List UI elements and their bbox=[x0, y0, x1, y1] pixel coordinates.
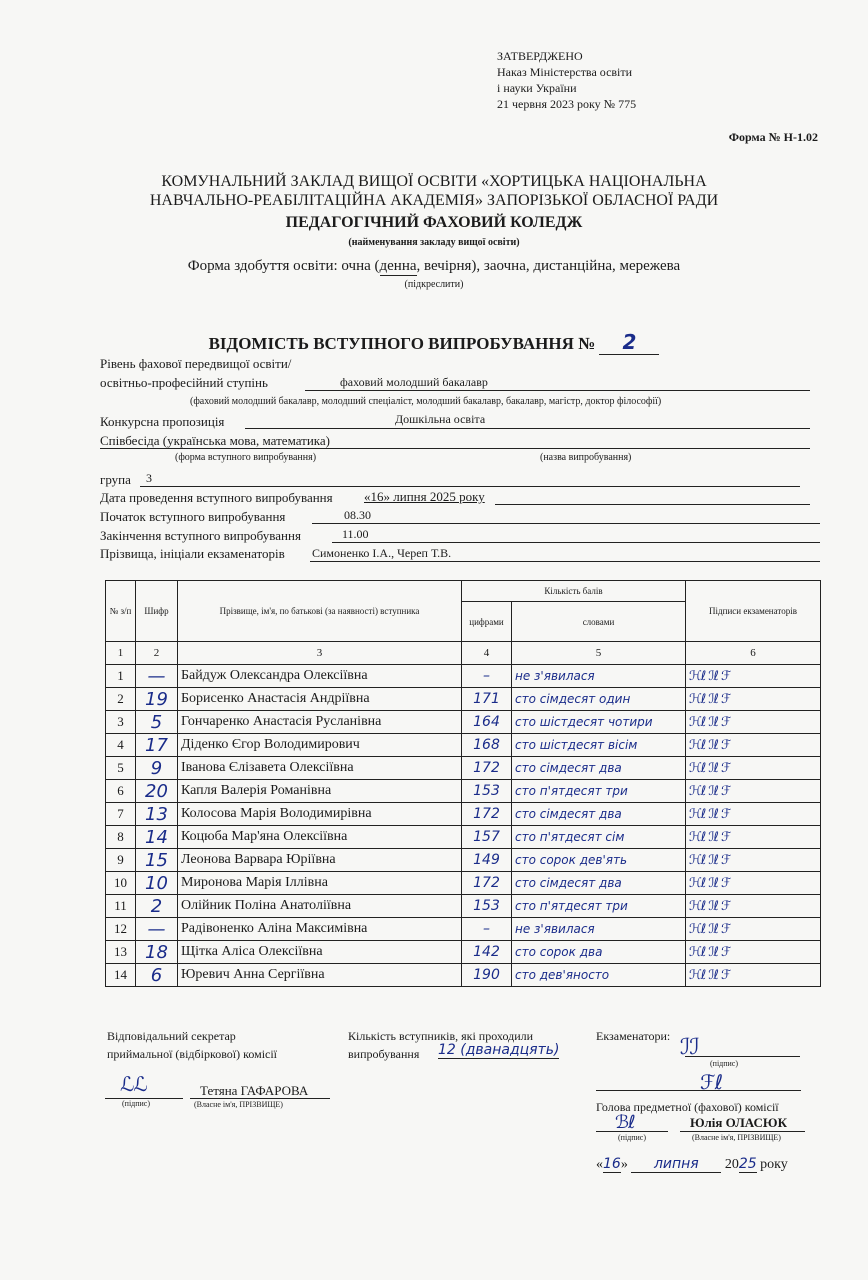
examiners-label: Прізвища, ініціали екзаменаторів bbox=[100, 546, 285, 561]
study-form bbox=[0, 258, 868, 276]
colnum-6: 6 bbox=[686, 642, 821, 665]
table-row bbox=[106, 757, 821, 780]
row-digits: – bbox=[462, 665, 512, 688]
table-row bbox=[106, 803, 821, 826]
row-signatures: ℋℓ ℐℓ ℱ bbox=[686, 872, 821, 895]
study-form-suffix: , вечірня), заочна, дистанційна, мережева bbox=[416, 258, 681, 274]
row-digits: – bbox=[462, 918, 512, 941]
row-words: сто п'ятдесят три bbox=[512, 780, 686, 803]
study-form-prefix: Форма здобуття освіти: очна ( bbox=[187, 258, 380, 274]
count-value: 12 (дванадцять) bbox=[438, 1042, 560, 1058]
row-digits: 168 bbox=[462, 734, 512, 757]
row-number: 6 bbox=[106, 780, 136, 803]
document-title bbox=[0, 330, 868, 355]
date-value: «16» липня 2025 року bbox=[364, 489, 485, 504]
row-code: 9 bbox=[136, 757, 178, 780]
form-number: Форма № Н-1.02 bbox=[728, 130, 818, 144]
header-signs: Підписи екзаменаторів bbox=[686, 581, 821, 642]
row-words: сто сорок два bbox=[512, 941, 686, 964]
row-name: Іванова Єлізавета Олексіївна bbox=[178, 757, 462, 780]
row-name: Капля Валерія Романівна bbox=[178, 780, 462, 803]
row-code: 14 bbox=[136, 826, 178, 849]
row-signatures: ℋℓ ℐℓ ℱ bbox=[686, 826, 821, 849]
title-number: 2 bbox=[599, 330, 659, 355]
row-signatures: ℋℓ ℐℓ ℱ bbox=[686, 895, 821, 918]
row-words: сто дев'яносто bbox=[512, 964, 686, 987]
row-words: сто п'ятдесят три bbox=[512, 895, 686, 918]
row-words: сто сімдесят один bbox=[512, 688, 686, 711]
row-words: сто шістдесят вісім bbox=[512, 734, 686, 757]
header-digits: цифрами bbox=[462, 602, 512, 642]
date-close-quote: » bbox=[620, 1157, 628, 1172]
row-signatures: ℋℓ ℐℓ ℱ bbox=[686, 803, 821, 826]
header-points: Кількість балів bbox=[462, 581, 686, 602]
table-row bbox=[106, 918, 821, 941]
table-row bbox=[106, 734, 821, 757]
row-code: 17 bbox=[136, 734, 178, 757]
row-name: Байдуж Олександра Олексіївна bbox=[178, 665, 462, 688]
exam-hint-form: (форма вступного випробування) bbox=[175, 452, 317, 463]
row-digits: 172 bbox=[462, 872, 512, 895]
date-year-prefix: 20 bbox=[724, 1157, 739, 1172]
date-month: липня bbox=[631, 1156, 721, 1173]
row-digits: 153 bbox=[462, 895, 512, 918]
institution-hint: (найменування закладу вищої освіти) bbox=[348, 237, 520, 248]
examiners-footer-label: Екзаменатори: bbox=[596, 1029, 671, 1043]
row-name: Миронова Марія Іллівна bbox=[178, 872, 462, 895]
row-number: 14 bbox=[106, 964, 136, 987]
row-code: 2 bbox=[136, 895, 178, 918]
row-digits: 190 bbox=[462, 964, 512, 987]
row-digits: 142 bbox=[462, 941, 512, 964]
row-words: сто сорок дев'ять bbox=[512, 849, 686, 872]
row-number: 8 bbox=[106, 826, 136, 849]
date-label: Дата проведення вступного випробування bbox=[100, 490, 333, 505]
row-words: не з'явилася bbox=[512, 918, 686, 941]
table-row bbox=[106, 849, 821, 872]
colnum-2: 2 bbox=[136, 642, 178, 665]
offer-value: Дошкільна освіта bbox=[395, 412, 486, 426]
start-value: 08.30 bbox=[344, 508, 371, 522]
date-day: 16 bbox=[603, 1156, 621, 1172]
row-signatures: ℋℓ ℐℓ ℱ bbox=[686, 665, 821, 688]
title-text: ВІДОМІСТЬ ВСТУПНОГО ВИПРОБУВАННЯ № bbox=[208, 334, 596, 353]
colnum-3: 3 bbox=[178, 642, 462, 665]
row-digits: 164 bbox=[462, 711, 512, 734]
study-form-hint: (підкреслити) bbox=[404, 279, 464, 290]
examiner-signature-1: ℐℐ bbox=[680, 1035, 699, 1060]
row-words: сто сімдесят два bbox=[512, 872, 686, 895]
row-words: сто п'ятдесят сім bbox=[512, 826, 686, 849]
start-label: Початок вступного випробування bbox=[100, 509, 286, 524]
chair-name-hint: (Власне ім'я, ПРІЗВИЩЕ) bbox=[692, 1133, 781, 1142]
header-words: словами bbox=[512, 602, 686, 642]
row-signatures: ℋℓ ℐℓ ℱ bbox=[686, 964, 821, 987]
row-number: 2 bbox=[106, 688, 136, 711]
row-signatures: ℋℓ ℐℓ ℱ bbox=[686, 757, 821, 780]
date-year: 25 bbox=[738, 1156, 757, 1172]
table-row bbox=[106, 964, 821, 987]
chair-signature: ℬℓ bbox=[615, 1112, 635, 1133]
end-value: 11.00 bbox=[342, 527, 369, 541]
row-digits: 172 bbox=[462, 757, 512, 780]
secretary-name-hint: (Власне ім'я, ПРІЗВИЩЕ) bbox=[194, 1100, 283, 1109]
row-signatures: ℋℓ ℐℓ ℱ bbox=[686, 688, 821, 711]
institution-line-1: КОМУНАЛЬНИЙ ЗАКЛАД ВИЩОЇ ОСВІТИ «ХОРТИЦЬКА НАЦІОНАЛЬНА bbox=[161, 173, 707, 190]
secretary-sign-hint: (підпис) bbox=[122, 1099, 151, 1108]
approval-block bbox=[497, 48, 636, 112]
exam-hint-name: (назва випробування) bbox=[540, 452, 632, 463]
row-name: Щітка Аліса Олексіївна bbox=[178, 941, 462, 964]
level-hint: (фаховий молодший бакалавр, молодший спеціаліст, молодший бакалавр, бакалавр, магістр, доктор філософії) bbox=[190, 396, 662, 407]
row-digits: 157 bbox=[462, 826, 512, 849]
row-signatures: ℋℓ ℐℓ ℱ bbox=[686, 849, 821, 872]
row-signatures: ℋℓ ℐℓ ℱ bbox=[686, 780, 821, 803]
row-name: Коцюба Мар'яна Олексіївна bbox=[178, 826, 462, 849]
row-code: 19 bbox=[136, 688, 178, 711]
signing-date bbox=[596, 1156, 788, 1173]
row-code: 13 bbox=[136, 803, 178, 826]
examiner-sign-hint: (підпис) bbox=[710, 1059, 739, 1068]
row-name: Колосова Марія Володимирівна bbox=[178, 803, 462, 826]
offer-label: Конкурсна пропозиція bbox=[100, 414, 225, 429]
row-words: сто сімдесят два bbox=[512, 757, 686, 780]
level-label-2: освітньо-професійний ступінь bbox=[100, 375, 268, 390]
count-label-1: Кількість вступників, які проходили bbox=[348, 1029, 534, 1043]
row-name: Олійник Поліна Анатоліївна bbox=[178, 895, 462, 918]
approval-line-1: ЗАТВЕРДЖЕНО bbox=[497, 49, 583, 63]
chair-title: Голова предметної (фахової) комісії bbox=[596, 1100, 779, 1114]
row-code: — bbox=[136, 665, 178, 688]
row-code: 20 bbox=[136, 780, 178, 803]
end-label: Закінчення вступного випробування bbox=[100, 528, 301, 543]
table-row bbox=[106, 895, 821, 918]
row-words: не з'явилася bbox=[512, 665, 686, 688]
row-number: 4 bbox=[106, 734, 136, 757]
table-row bbox=[106, 872, 821, 895]
row-number: 3 bbox=[106, 711, 136, 734]
row-number: 12 bbox=[106, 918, 136, 941]
header-num: № з/п bbox=[106, 581, 136, 642]
colnum-4: 4 bbox=[462, 642, 512, 665]
secretary-title-2: приймальної (відбіркової) комісії bbox=[107, 1047, 278, 1061]
row-number: 1 bbox=[106, 665, 136, 688]
group-label: група bbox=[100, 472, 131, 487]
row-digits: 149 bbox=[462, 849, 512, 872]
table-row bbox=[106, 826, 821, 849]
row-number: 13 bbox=[106, 941, 136, 964]
row-code: — bbox=[136, 918, 178, 941]
row-name: Радівоненко Аліна Максимівна bbox=[178, 918, 462, 941]
group-value: 3 bbox=[146, 471, 152, 485]
table-row bbox=[106, 688, 821, 711]
table-row bbox=[106, 780, 821, 803]
row-number: 10 bbox=[106, 872, 136, 895]
row-words: сто шістдесят чотири bbox=[512, 711, 686, 734]
row-signatures: ℋℓ ℐℓ ℱ bbox=[686, 941, 821, 964]
row-number: 5 bbox=[106, 757, 136, 780]
row-signatures: ℋℓ ℐℓ ℱ bbox=[686, 918, 821, 941]
row-name: Леонова Варвара Юріївна bbox=[178, 849, 462, 872]
secretary-name: Тетяна ГАФАРОВА bbox=[200, 1083, 309, 1098]
header-name: Прізвище, ім'я, по батькові (за наявності) вступника bbox=[178, 581, 462, 642]
examiner-signature-2: ℱℓ bbox=[700, 1070, 722, 1094]
row-code: 18 bbox=[136, 941, 178, 964]
row-digits: 171 bbox=[462, 688, 512, 711]
row-code: 15 bbox=[136, 849, 178, 872]
exam-value: Співбесіда (українська мова, математика) bbox=[100, 433, 330, 448]
row-number: 7 bbox=[106, 803, 136, 826]
approval-line-4: 21 червня 2023 року № 775 bbox=[497, 97, 637, 111]
institution-line-2: НАВЧАЛЬНО-РЕАБІЛІТАЦІЙНА АКАДЕМІЯ» ЗАПОРІЗЬКОЇ ОБЛАСНОЇ РАДИ bbox=[149, 192, 719, 209]
row-signatures: ℋℓ ℐℓ ℱ bbox=[686, 711, 821, 734]
header-code: Шифр bbox=[136, 581, 178, 642]
date-year-suffix: року bbox=[760, 1157, 788, 1172]
examiners-value: Симоненко І.А., Череп Т.В. bbox=[312, 546, 452, 560]
chair-name: Юлія ОЛАСЮК bbox=[690, 1115, 787, 1130]
secretary-signature: ℒℒ bbox=[120, 1072, 147, 1096]
row-name: Юревич Анна Сергіївна bbox=[178, 964, 462, 987]
study-form-selected: денна bbox=[379, 258, 417, 274]
count-label-2: випробування bbox=[348, 1047, 420, 1061]
row-digits: 153 bbox=[462, 780, 512, 803]
institution-line-3: ПЕДАГОГІЧНИЙ ФАХОВИЙ КОЛЕДЖ bbox=[285, 214, 583, 231]
colnum-5: 5 bbox=[512, 642, 686, 665]
row-words: сто сімдесят два bbox=[512, 803, 686, 826]
row-digits: 172 bbox=[462, 803, 512, 826]
table-row bbox=[106, 665, 821, 688]
row-name: Гончаренко Анастасія Русланівна bbox=[178, 711, 462, 734]
results-table bbox=[105, 580, 821, 987]
row-name: Борисенко Анастасія Андріївна bbox=[178, 688, 462, 711]
row-code: 6 bbox=[136, 964, 178, 987]
row-number: 9 bbox=[106, 849, 136, 872]
row-code: 5 bbox=[136, 711, 178, 734]
row-number: 11 bbox=[106, 895, 136, 918]
row-signatures: ℋℓ ℐℓ ℱ bbox=[686, 734, 821, 757]
date-open-quote: « bbox=[596, 1157, 603, 1172]
row-name: Діденко Єгор Володимирович bbox=[178, 734, 462, 757]
approval-line-3: і науки України bbox=[497, 81, 577, 95]
row-code: 10 bbox=[136, 872, 178, 895]
chair-sign-hint: (підпис) bbox=[618, 1133, 647, 1142]
secretary-title-1: Відповідальний секретар bbox=[107, 1029, 236, 1043]
level-value: фаховий молодший бакалавр bbox=[340, 375, 488, 389]
approval-line-2: Наказ Міністерства освіти bbox=[497, 65, 633, 79]
level-label-1: Рівень фахової передвищої освіти/ bbox=[100, 356, 292, 371]
colnum-1: 1 bbox=[106, 642, 136, 665]
table-row bbox=[106, 711, 821, 734]
table-row bbox=[106, 941, 821, 964]
